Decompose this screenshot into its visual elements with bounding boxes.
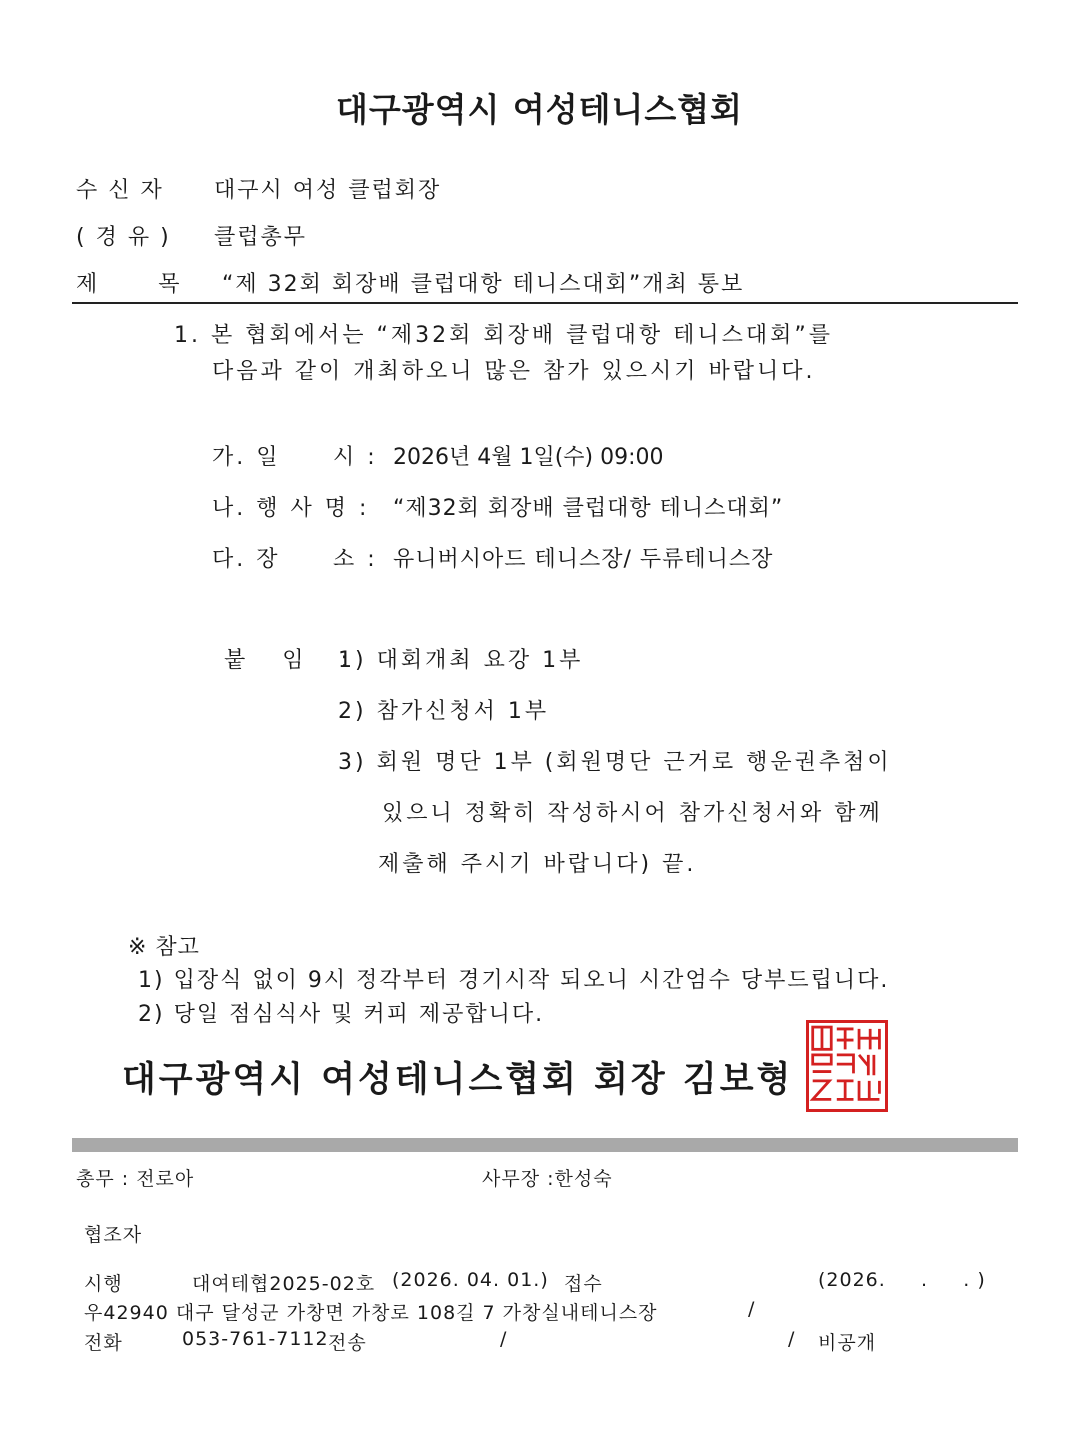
attachment-3-cont2: 제출해 주시기 바랍니다) 끝. bbox=[378, 852, 697, 877]
staff-secretary: 총무 : 전로아 bbox=[76, 1168, 195, 1190]
note-line-1: 1) 입장식 없이 9시 정각부터 경기시작 되오니 시간엄수 당부드립니다. bbox=[138, 968, 890, 993]
item-venue-value: 유니버시아드 테니스장/ 두류테니스장 bbox=[393, 547, 774, 572]
receipt-date: (2026. . . ) bbox=[818, 1269, 986, 1291]
para1-line1: 1. 본 협회에서는 “제32회 회장배 클럽대항 테니스대회”를 bbox=[174, 323, 834, 348]
attachment-3: 3) 회원 명단 1부 (회원명단 근거로 행운권추첨이 bbox=[338, 750, 892, 775]
page-title: 대구광역시 여성테니스협회 bbox=[335, 90, 744, 129]
item-date-value: 2026년 4월 1일(수) 09:00 bbox=[393, 445, 664, 470]
address-separator: / bbox=[748, 1298, 756, 1320]
receipt-label: 접수 bbox=[564, 1273, 603, 1295]
item-venue-label2: 소 : bbox=[333, 547, 378, 572]
email-separator: / bbox=[788, 1328, 796, 1350]
item-venue-label: 다. 장 bbox=[212, 547, 281, 572]
para1-line2: 다음과 같이 개최하오니 많은 참가 있으시기 바랍니다. bbox=[212, 359, 816, 384]
attachment-2: 2) 참가신청서 1부 bbox=[338, 699, 550, 724]
note-line-2: 2) 당일 점심식사 및 커피 제공합니다. bbox=[138, 1002, 545, 1027]
address: 우42940 대구 달성군 가창면 가창로 108길 7 가창실내테니스장 bbox=[84, 1302, 658, 1324]
recipient-value: 대구시 여성 클럽회장 bbox=[214, 178, 442, 203]
issue-label: 시행 bbox=[84, 1273, 123, 1295]
item-event-label: 나. 행 사 명 : bbox=[212, 496, 370, 521]
attach-label: 붙 임 : bbox=[224, 648, 351, 673]
recipient-label: 수 신 자 bbox=[76, 178, 164, 203]
disclosure-status: 비공개 bbox=[818, 1332, 877, 1354]
issue-number: 대여테협2025-02호 bbox=[192, 1273, 376, 1295]
fax-separator: / bbox=[500, 1328, 508, 1350]
seal-glyphs bbox=[809, 1023, 885, 1109]
item-event-value: “제32회 회장배 클럽대항 테니스대회” bbox=[393, 496, 784, 521]
attachment-3-cont1: 있으니 정확히 작성하시어 참가신청서와 함께 bbox=[382, 801, 883, 826]
note-heading: ※ 참고 bbox=[128, 935, 200, 960]
header-divider bbox=[72, 302, 1018, 304]
via-value: 클럽총무 bbox=[214, 225, 308, 250]
subject-value: “제 32회 회장배 클럽대항 테니스대회”개최 통보 bbox=[222, 272, 745, 297]
subject-label: 제 목 bbox=[76, 272, 182, 297]
fax-label: 전송 bbox=[328, 1332, 367, 1354]
staff-manager: 사무장 :한성숙 bbox=[482, 1168, 613, 1190]
issue-date: (2026. 04. 01.) bbox=[392, 1269, 549, 1291]
via-label: ( 경 유 ) bbox=[76, 225, 171, 250]
phone-label: 전화 bbox=[84, 1332, 123, 1354]
signature-line: 대구광역시 여성테니스협회 회장 김보형 bbox=[122, 1060, 794, 1100]
official-seal bbox=[806, 1020, 888, 1112]
footer-divider bbox=[72, 1138, 1018, 1152]
item-date-label2: 시 : bbox=[333, 445, 378, 470]
cooperator-label: 협조자 bbox=[84, 1224, 143, 1246]
item-date-label: 가. 일 bbox=[212, 445, 281, 470]
attachment-1: 1) 대회개최 요강 1부 bbox=[338, 648, 584, 673]
phone-number: 053-761-7112 bbox=[182, 1328, 329, 1350]
